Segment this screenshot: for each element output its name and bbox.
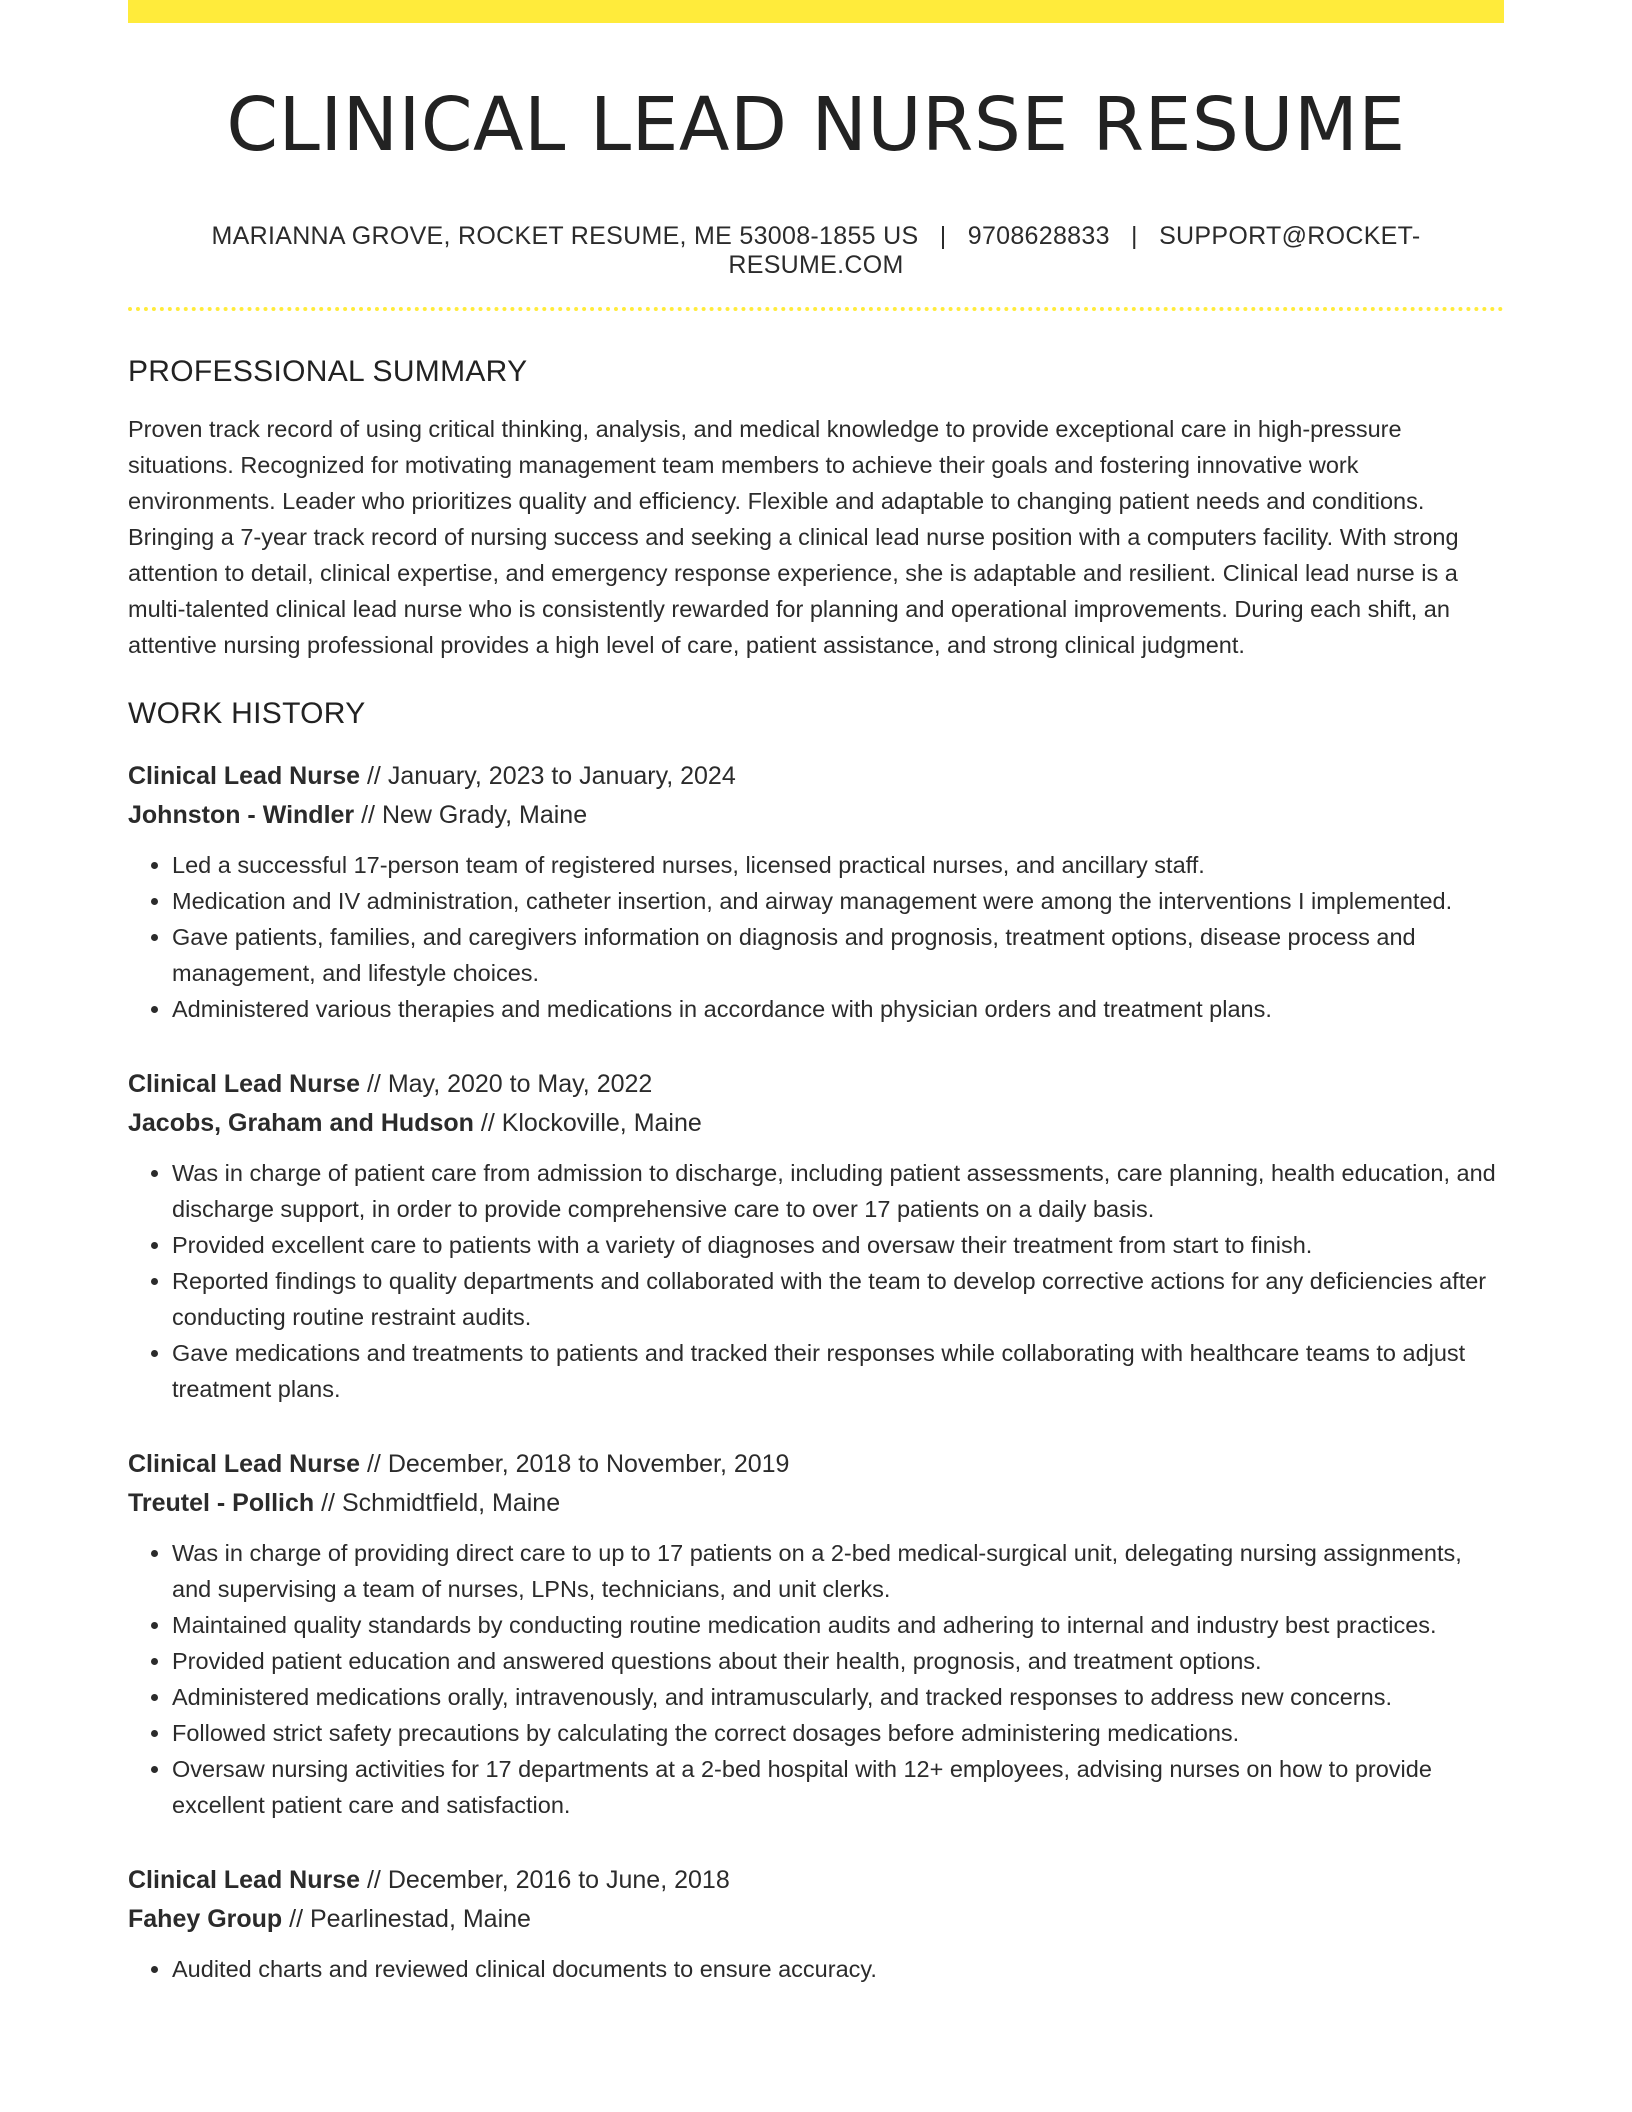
job-bullets: [128, 847, 1504, 1027]
job-dates: // May, 2020 to May, 2022: [360, 1070, 653, 1099]
job-title-line: [128, 1065, 1504, 1104]
job-location: // Klockoville, Maine: [473, 1109, 702, 1138]
job-bullet: • Audited charts and reviewed clinical documents to ensure accuracy.: [172, 1951, 1504, 1987]
contact-phone: 9708628833: [967, 222, 1110, 251]
job-bullet: • Reported findings to quality departments and collaborated with the team to develop corrective actions for any deficiencies after conducting routine restraint audits.: [172, 1263, 1504, 1335]
job-bullet: • Gave medications and treatments to patients and tracked their responses while collaborating with healthcare teams to adjust treatment plans.: [172, 1335, 1504, 1407]
job-title: Clinical Lead Nurse: [128, 1070, 361, 1099]
job-bullet: • Oversaw nursing activities for 17 departments at a 2-bed hospital with 12+ employees, advising nurses on how to provide excellent patient care and satisfaction.: [172, 1751, 1504, 1823]
job-employer: Johnston - Windler: [128, 801, 355, 830]
job-bullet: • Was in charge of providing direct care to up to 17 patients on a 2-bed medical-surgical unit, delegating nursing assignments, and supervising a team of nurses, LPNs, technicians, and unit clerks.: [172, 1535, 1504, 1607]
job-bullet: • Followed strict safety precautions by calculating the correct dosages before administering medications.: [172, 1715, 1504, 1751]
job-bullets: [128, 1155, 1504, 1407]
job-dates: // December, 2016 to June, 2018: [360, 1866, 730, 1895]
accent-bar: [128, 0, 1504, 23]
contact-email: SUPPORT@ROCKET-RESUME.COM: [728, 222, 1421, 280]
job-location: // New Grady, Maine: [354, 801, 588, 830]
job-title: Clinical Lead Nurse: [128, 762, 361, 791]
job-bullet: • Provided excellent care to patients with a variety of diagnoses and oversaw their treatment from start to finish.: [172, 1227, 1504, 1263]
job-title-line: [128, 1445, 1504, 1484]
job-bullet: • Administered medications orally, intravenously, and intramuscularly, and tracked responses to address new concerns.: [172, 1679, 1504, 1715]
job-title: Clinical Lead Nurse: [128, 1450, 361, 1479]
job-bullet: • Gave patients, families, and caregivers information on diagnosis and prognosis, treatment options, disease process and management, and lifestyle choices.: [172, 919, 1504, 991]
job-employer-line: [128, 1104, 1504, 1143]
resume-title: CLINICAL LEAD NURSE RESUME: [226, 82, 1406, 168]
job-location: // Pearlinestad, Maine: [282, 1905, 531, 1934]
summary-heading: PROFESSIONAL SUMMARY: [128, 355, 528, 389]
job-bullets: [128, 1951, 1504, 1987]
job-bullet: • Led a successful 17-person team of registered nurses, licensed practical nurses, and ancillary staff.: [172, 847, 1504, 883]
job-employer-line: [128, 796, 1504, 835]
job-bullet: • Provided patient education and answered questions about their health, prognosis, and treatment options.: [172, 1643, 1504, 1679]
contact-address: MARIANNA GROVE, ROCKET RESUME, ME 53008-1855 US: [211, 222, 919, 251]
job-title: Clinical Lead Nurse: [128, 1866, 361, 1895]
job-employer-line: [128, 1900, 1504, 1939]
contact-separator: |: [1131, 222, 1138, 251]
job-bullets: [128, 1535, 1504, 1823]
work-history-heading: WORK HISTORY: [128, 697, 366, 731]
job-bullet: • Was in charge of patient care from admission to discharge, including patient assessments, care planning, health education, and discharge support, in order to provide comprehensive care to over 17 patients on a daily basis.: [172, 1155, 1504, 1227]
job-employer: Fahey Group: [128, 1905, 283, 1934]
job-employer-line: [128, 1484, 1504, 1523]
summary-text: Proven track record of using critical thinking, analysis, and medical knowledge to provide exceptional care in high-pressure situations. Recognized for motivating management team members to achieve their goals and fostering innovative work environments. Leader who prioritizes quality and efficiency. Flexible and adaptable to changing patient needs and conditions. Bringing a 7-year track record of nursing success and seeking a clinical lead nurse position with a computers facility. With strong attention to detail, clinical expertise, and emergency response experience, she is adaptable and resilient. Clinical lead nurse is a multi-talented clinical lead nurse who is consistently rewarded for planning and operational improvements. During each shift, an attentive nursing professional provides a high level of care, patient assistance, and strong clinical judgment.: [128, 416, 1459, 659]
job-location: // Schmidtfield, Maine: [314, 1489, 561, 1518]
job-entry: [128, 1445, 1504, 1823]
job-dates: // January, 2023 to January, 2024: [360, 762, 736, 791]
contact-line: [128, 222, 1504, 280]
job-title-line: [128, 1861, 1504, 1900]
job-employer: Treutel - Pollich: [128, 1489, 315, 1518]
job-entry: [128, 1065, 1504, 1407]
job-title-line: [128, 757, 1504, 796]
dotted-divider: [128, 307, 1504, 311]
job-bullet: • Administered various therapies and medications in accordance with physician orders and treatment plans.: [172, 991, 1504, 1027]
contact-separator: |: [939, 222, 947, 251]
job-dates: // December, 2018 to November, 2019: [360, 1450, 790, 1479]
job-entry: [128, 757, 1504, 1027]
resume-page: [128, 0, 1504, 1987]
job-entry: [128, 1861, 1504, 1987]
job-bullet: • Medication and IV administration, catheter insertion, and airway management were among the interventions I implemented.: [172, 883, 1504, 919]
job-bullet: • Maintained quality standards by conducting routine medication audits and adhering to internal and industry best practices.: [172, 1607, 1504, 1643]
job-employer: Jacobs, Graham and Hudson: [128, 1109, 474, 1138]
